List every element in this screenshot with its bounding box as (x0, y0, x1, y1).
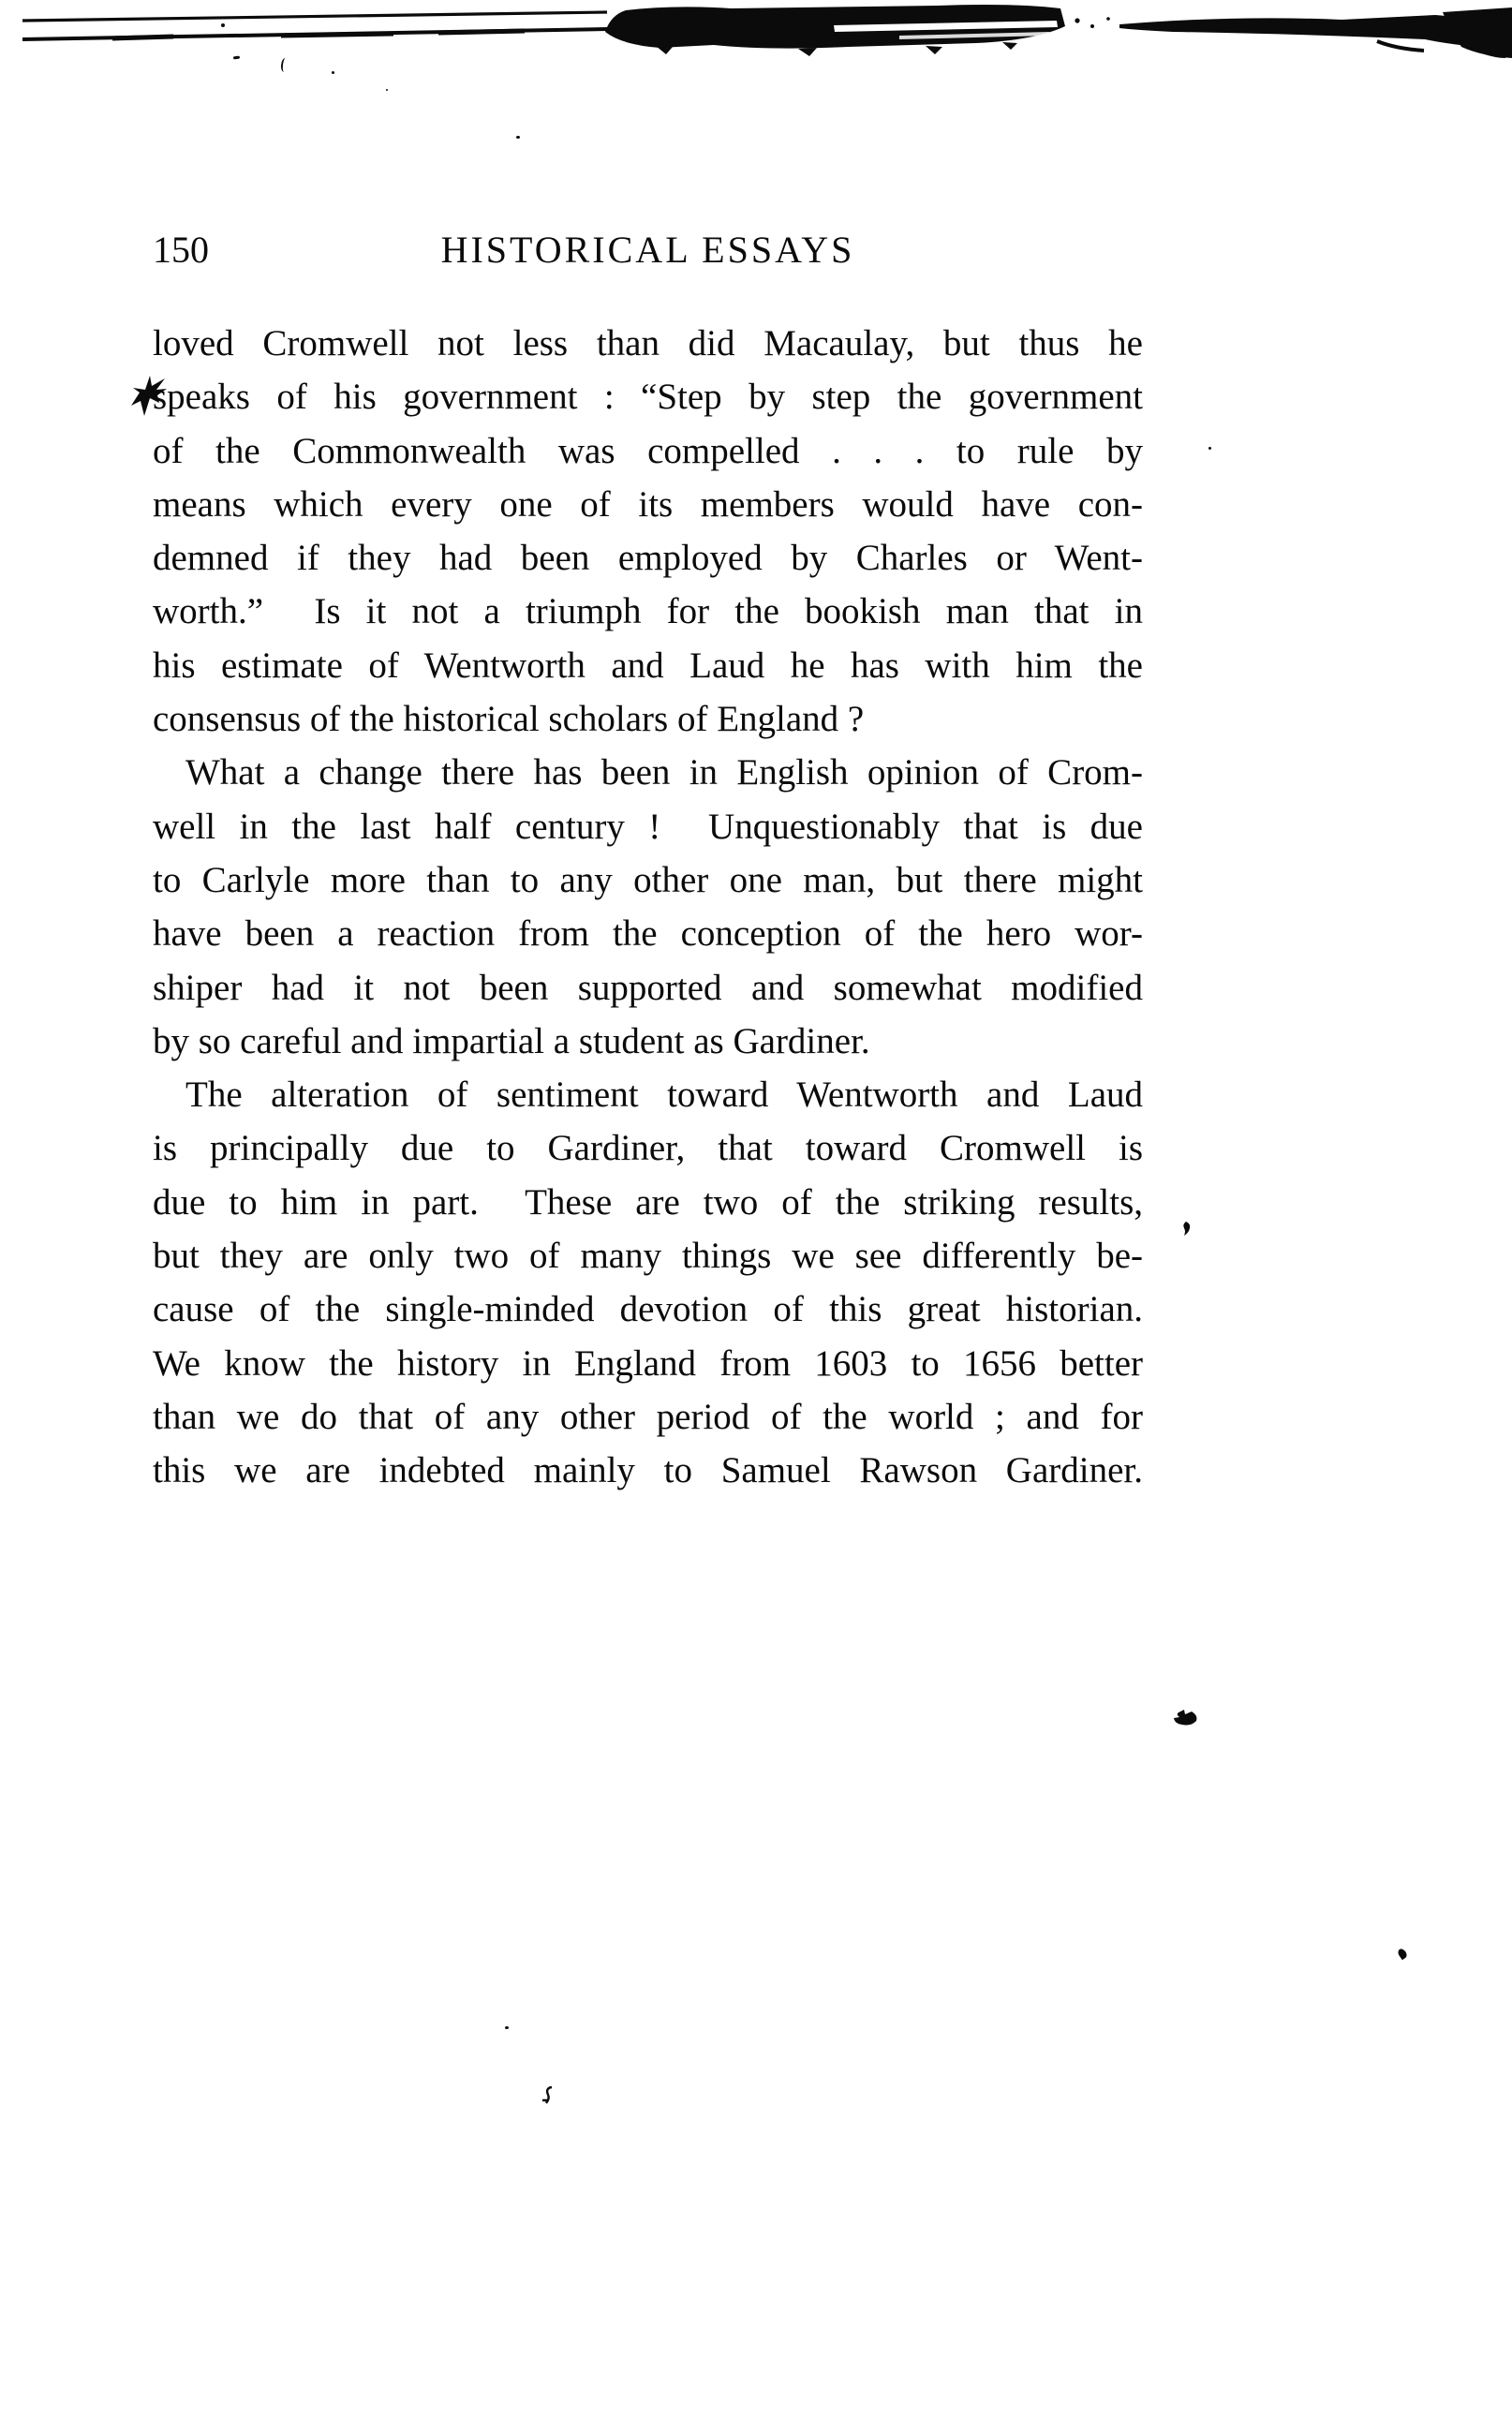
ink-speck (1397, 1948, 1409, 1961)
text-line: by so careful and impartial a student as Gardiner. (153, 1020, 870, 1061)
text-line: speaks of his government : “Step by step the government (153, 377, 1143, 418)
text-line: his estimate of Wentworth and Laud he has with him the (153, 645, 1143, 686)
ink-speck (332, 71, 334, 74)
text-line: than we do that of any other period of the world ; and for (153, 1396, 1143, 1437)
ink-speck (516, 136, 520, 139)
text-line: What a change there has been in English opinion of Crom- (185, 752, 1143, 793)
ink-speck (505, 2026, 509, 2029)
text-line: is principally due to Gardiner, that toward Cromwell is (153, 1128, 1143, 1169)
body-text (153, 317, 1143, 1498)
text-line: have been a reaction from the conception of the hero wor- (153, 913, 1143, 955)
text-line: loved Cromwell not less than did Macaulay, but thus he (153, 323, 1143, 363)
text-line: consensus of the historical scholars of England ? (153, 699, 865, 740)
text-line: shiper had it not been supported and somewhat modified (153, 967, 1143, 1008)
text-line: of the Commonwealth was compelled . . . to rule by (153, 430, 1143, 471)
text-line: cause of the single-minded devotion of this great historian. (153, 1289, 1143, 1330)
ink-speck (1180, 1222, 1192, 1237)
text-line: this we are indebted mainly to Samuel Rawson Gardiner. (153, 1450, 1143, 1491)
ink-speck (280, 58, 289, 73)
ink-speck (1208, 447, 1211, 450)
ink-speck (541, 2085, 556, 2106)
text-line: The alteration of sentiment toward Wentworth and Laud (185, 1075, 1143, 1116)
text-line: to Carlyle more than to any other one man, but there might (153, 859, 1143, 900)
text-line: worth.” Is it not a triumph for the bookish man that in (153, 591, 1143, 632)
scan-top-edge-artifact (0, 0, 1512, 73)
ink-speck (386, 89, 388, 91)
paragraph (153, 1068, 1143, 1497)
running-header (153, 228, 1143, 274)
text-line: demned if they had been employed by Charles or Went- (153, 538, 1143, 579)
text-line: well in the last half century ! Unquestionably that is due (153, 806, 1143, 847)
text-line: due to him in part. These are two of the striking results, (153, 1181, 1143, 1223)
ink-blot (1173, 1709, 1199, 1727)
paragraph (153, 746, 1143, 1068)
page-number: 150 (153, 229, 209, 271)
text-line: We know the history in England from 1603 to 1656 better (153, 1342, 1143, 1384)
paragraph (153, 317, 1143, 746)
text-line: but they are only two of many things we see differently be- (153, 1236, 1143, 1277)
text-line: means which every one of its members would have con- (153, 483, 1143, 525)
ink-speck (221, 23, 225, 27)
page-title: HISTORICAL ESSAYS (440, 229, 855, 271)
